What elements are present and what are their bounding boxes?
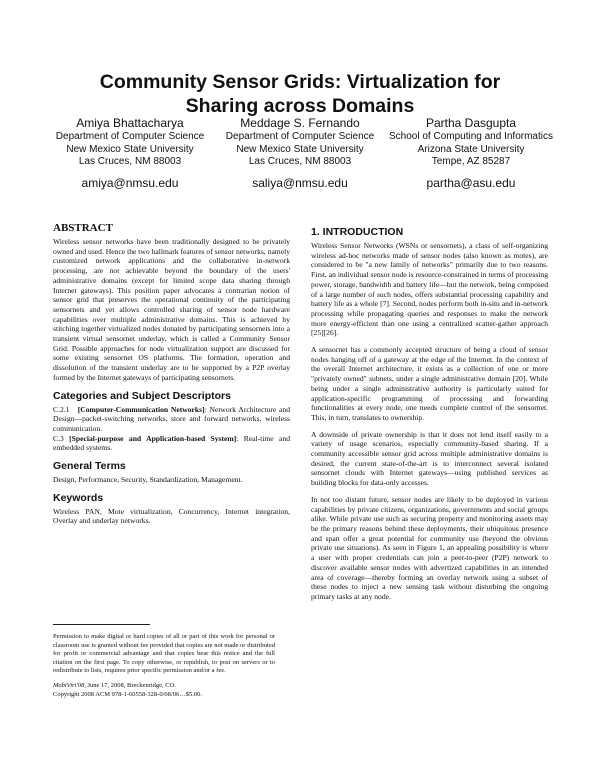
category-c1: C.2.1 [Computer-Communication Networks]: Network Architecture and Design—packet-switching networks, store and forward networks, wireless communication. — [53, 404, 291, 433]
intro-heading: 1. INTRODUCTION — [311, 226, 404, 238]
author-name: Partha Dasgupta — [425, 116, 517, 130]
keywords-text: Wireless PAN, Mote virtualization, Concurrency, Internet integration, Overlay and underlay networks. — [53, 506, 290, 526]
category-c2: C.3 [Special-purpose and Application-based System]: Real-time and embedded systems. — [53, 433, 290, 453]
author-dept: School of Computing and Informatics — [389, 131, 553, 142]
intro-paragraph: In not too distant future, sensor nodes are likely to be deployed in various capabilities by private citizens, organizations, governments and social groups alike. While private use such as securing property and monitoring assets may be the primary reasons behind these deployments, their ubiquitous presence and span offer a great potential for community use (beyond the obvious private use situations). As seen in Figure 1, an appealing possibility is where a user with proper credentials can join a peer-to-peer (P2P) network to discover available sensor nodes with advertized capabilities in an intended area of coverage—thereby forming an overlay network using a subset of these nodes to inject a new sensing task without disturbing the ongoing primary tasks at any node. — [311, 494, 548, 601]
author-email: saliya@nmsu.edu — [252, 175, 348, 190]
author-block — [215, 116, 385, 191]
author-block — [45, 116, 215, 191]
keywords-heading: Keywords — [53, 491, 104, 504]
left-column — [53, 222, 290, 526]
intro-paragraph: A downside of private ownership is that it does not lend itself easily to a variety of usage scenarios, especially community-based sharing. If a community accessible sensor grid across multiple administrative domains is desired, the current state-of-the-art is to interconnect several isolated sensornet clouds with Internet gateways—using published services as building blocks for data-only accesses. — [311, 429, 548, 488]
right-column — [311, 226, 548, 602]
author-dept: Department of Computer Science — [225, 131, 375, 142]
permission-text: Permission to make digital or hard copies of all or part of this work for personal or classroom use is granted without fee provided that copies are not made or distributed for profit or commercial advantage and that copies bear this notice and the full citation on the first page. To copy otherwise, or republish, to post on servers or to redistribute to lists, requires prior specific permission and/or a fee. — [53, 633, 275, 675]
author-name: Meddage S. Fernando — [240, 116, 360, 130]
intro-paragraph: Wireless Sensor Networks (WSNs or sensornets), a class of self-organizing wireless ad-hoc networks made of sensor nodes (also known as motes), are considered to be "a new family of networks" primarily due to two reasons. First, an individual sensor node is resource-constrained in terms of processing power, storage, bandwidth and battery life—but the network, being composed of a large number of such nodes, offers substantial processing capability and battery life as a whole [7]. Second, nodes perform both in-situ and in-network processing while propagating queries and responses to make the network more energy-efficient than one using a centralized scatter-gather approach [25][26]. — [311, 241, 548, 338]
intro-paragraph: A sensornet has a commonly accepted structure of being a cloud of sensor nodes hanging off of a gateway at the edge of the Internet. In the context of the overall Internet architecture, it exists as a collection of one or more "privately owned" subnets, under a single administrative domain [20]. While being under a single administrative authority is particularly suited for application-specific programming of processing and forwarding functionalities at every node, one needs complete control of the sensornet. This, in turn, translates to ownership. — [311, 345, 548, 422]
abstract-heading: ABSTRACT — [53, 222, 113, 234]
copyright-line: Copyright 2008 ACM 978-1-60558-328-0/08/06…$5.00. — [53, 690, 202, 698]
author-univ: New Mexico State University — [236, 143, 364, 155]
footnote-rule — [53, 624, 150, 625]
author-city: Las Cruces, NM 88003 — [248, 156, 352, 168]
author-univ: Arizona State University — [417, 143, 525, 155]
author-univ: New Mexico State University — [66, 143, 194, 155]
author-block — [386, 116, 556, 191]
abstract-text: Wireless sensor networks have been traditionally designed to be privately owned and used. Hence the two hallmark features of sensor networks, namely customized network applications and the collaborative in-network processing, are not achievable beyond the boundary of the users' administrative domains (except for limited scope data sharing through Internet gateways). This position paper advocates a contrarian notion of sensor grid that preserves the operational continuity of the participating sensornets and yet allows controlled sharing of sensor node hardware capabilities over multiple administrative domains. This is achieved by stitching together virtualized nodes donated by participating sensornets into a transient virtual sensornet underlay, which is called a Community Sensor Grid. Possible approaches for node virtualization support are discussed for some existing sensornet OS platforms. The formation, operation and dissolution of the transient underlay are to be supported by a P2P overlay formed by the Internet gateways of participating sensornets. — [53, 237, 290, 382]
general-terms-heading: General Terms — [53, 460, 126, 473]
author-dept: Department of Computer Science — [55, 131, 205, 142]
author-city: Tempe, AZ 85287 — [431, 156, 511, 168]
general-terms-text: Design, Performance, Security, Standardization, Management. — [53, 475, 243, 485]
paper-title — [56, 70, 544, 118]
author-city: Las Cruces, NM 88003 — [78, 156, 182, 168]
author-email: partha@asu.edu — [426, 175, 516, 190]
categories-heading: Categories and Subject Descriptors — [53, 389, 231, 402]
title-line-1: Community Sensor Grids: Virtualization for — [99, 71, 501, 93]
permission-notice — [53, 633, 275, 699]
venue-line: MobiVirt'08, June 17, 2008, Breckenridge, CO. — [53, 681, 176, 689]
title-line-2: Sharing across Domains — [185, 95, 415, 117]
author-name: Amiya Bhattacharya — [76, 116, 184, 130]
author-email: amiya@nmsu.edu — [81, 175, 179, 190]
